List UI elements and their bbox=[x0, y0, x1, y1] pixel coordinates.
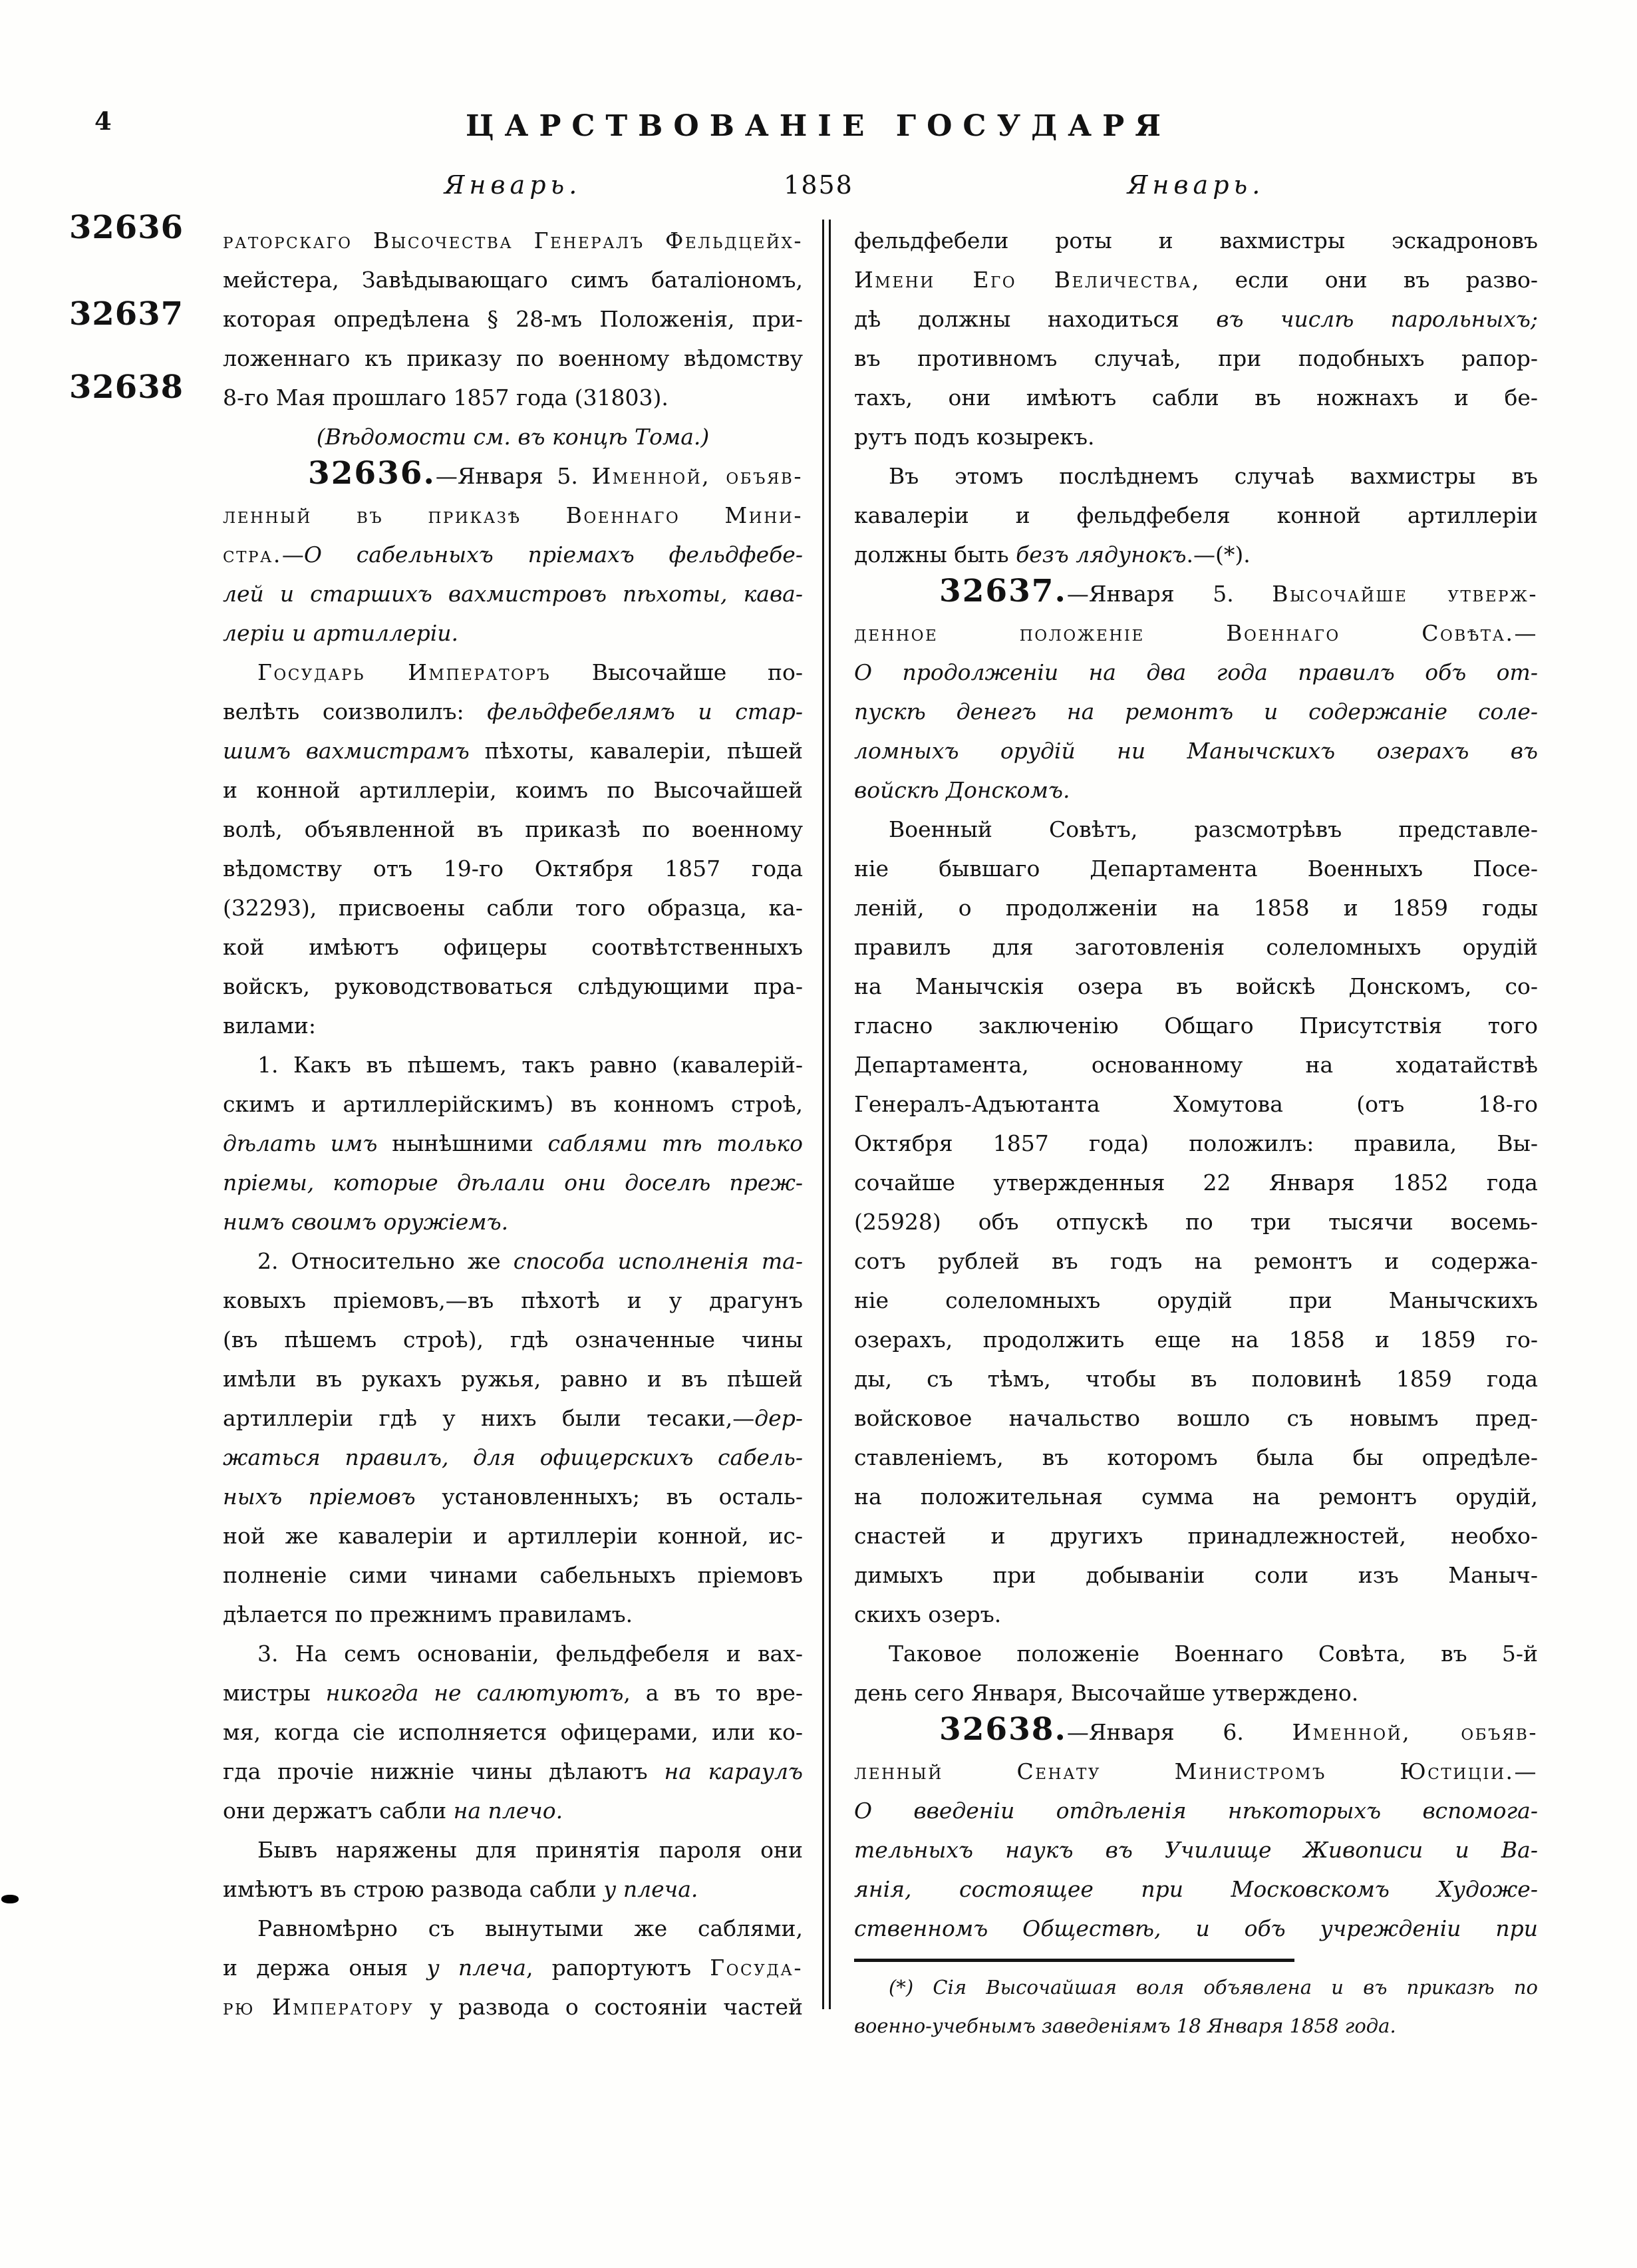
text-line bbox=[223, 1398, 803, 1438]
text-line bbox=[223, 1438, 803, 1477]
text-line bbox=[223, 574, 803, 613]
text-line bbox=[223, 1673, 803, 1712]
text-segment: установленныхъ; въ осталь- bbox=[442, 1484, 803, 1510]
text-line bbox=[854, 1084, 1538, 1124]
text-segment: 2. Относительно же bbox=[257, 1248, 514, 1274]
margin-act-number: 32636 bbox=[69, 209, 184, 246]
text-segment: ломныхъ орудій ни Манычскихъ озерахъ въ bbox=[854, 738, 1538, 764]
text-line bbox=[223, 1516, 803, 1555]
text-line bbox=[854, 1712, 1538, 1752]
text-line bbox=[854, 535, 1538, 574]
text-line bbox=[223, 653, 803, 692]
text-segment: артиллеріи гдѣ у нихъ были тесаки,— bbox=[223, 1405, 755, 1431]
text-segment: —Января 6. bbox=[1066, 1719, 1292, 1745]
text-segment: — bbox=[281, 542, 304, 567]
text-segment: (Вѣдомости см. въ концѣ Тома.) bbox=[316, 424, 710, 450]
text-segment: ленный Сенату Министромъ Юстиціи.— bbox=[854, 1758, 1538, 1784]
text-line bbox=[854, 1202, 1538, 1241]
text-segment: безъ лядунокъ bbox=[1016, 542, 1187, 567]
text-line bbox=[223, 299, 803, 339]
text-segment: Департамента, основанному на ходатайствѣ bbox=[854, 1052, 1538, 1078]
text-line bbox=[223, 1241, 803, 1281]
text-segment: денное положеніе Военнаго Совѣта.— bbox=[854, 620, 1538, 646]
text-segment: ды, съ тѣмъ, чтобы въ половинѣ 1859 года bbox=[854, 1366, 1538, 1392]
text-line bbox=[854, 1045, 1538, 1084]
text-line bbox=[854, 1791, 1538, 1830]
text-segment: стра. bbox=[223, 542, 282, 567]
text-line bbox=[854, 221, 1538, 260]
text-line bbox=[854, 1869, 1538, 1909]
text-segment: (въ пѣшемъ строѣ), гдѣ означенные чины bbox=[223, 1327, 803, 1353]
text-line bbox=[223, 260, 803, 299]
text-segment: рю Императору bbox=[223, 1994, 414, 2020]
right-text-column bbox=[854, 221, 1538, 1948]
text-line bbox=[854, 1163, 1538, 1202]
text-segment: , рапортуютъ bbox=[525, 1955, 710, 1981]
text-segment: Бывъ наряжены для принятія пароля они bbox=[257, 1837, 803, 1863]
text-line bbox=[854, 1320, 1538, 1359]
text-segment: ставленіемъ, въ которомъ была бы опредѣле- bbox=[854, 1444, 1538, 1470]
text-segment: Октября 1857 года) положилъ: правила, Вы- bbox=[854, 1130, 1538, 1156]
text-segment: сотъ рублей въ годъ на ремонтъ и содержа- bbox=[854, 1248, 1538, 1274]
text-segment: лей и старшихъ вахмистровъ пѣхоты, кава- bbox=[223, 581, 803, 607]
text-segment: скимъ и артиллерійскимъ) въ конномъ строѣ, bbox=[223, 1091, 803, 1117]
text-segment: войскъ, руководствоваться слѣдующими пра- bbox=[223, 973, 803, 999]
text-line bbox=[223, 692, 803, 731]
text-segment: полненіе сими чинами сабельныхъ пріемовъ bbox=[223, 1562, 803, 1588]
text-line bbox=[854, 1438, 1538, 1477]
text-line bbox=[854, 1555, 1538, 1595]
text-line bbox=[223, 1163, 803, 1202]
text-line bbox=[223, 1791, 803, 1830]
text-line bbox=[223, 1869, 803, 1909]
text-segment: ленный въ приказѣ Военнаго Мини- bbox=[223, 502, 803, 528]
text-segment: имѣютъ въ строю развода сабли bbox=[223, 1876, 604, 1902]
text-line bbox=[223, 1084, 803, 1124]
text-line bbox=[854, 927, 1538, 967]
text-segment: войсковое начальство вошло съ новымъ пред- bbox=[854, 1405, 1538, 1431]
text-segment: 1. Какъ въ пѣшемъ, такъ равно (кавалерій- bbox=[257, 1052, 803, 1078]
text-segment: Именной, объяв- bbox=[1292, 1719, 1538, 1745]
text-line bbox=[223, 1909, 803, 1948]
text-line bbox=[223, 1124, 803, 1163]
text-line bbox=[223, 1202, 803, 1241]
text-segment: Государь Императоръ bbox=[257, 659, 551, 685]
text-segment: Именной, объяв- bbox=[591, 463, 803, 489]
text-segment: дер- bbox=[754, 1405, 803, 1431]
text-segment: (25928) объ отпускѣ по три тысячи восемь- bbox=[854, 1209, 1538, 1235]
text-segment: фельдфебели роты и вахмистры эскадроновъ bbox=[854, 228, 1538, 253]
running-head-month-right: Январь. bbox=[1127, 170, 1265, 200]
running-head-title: ЦАРСТВОВАНІЕ ГОСУДАРЯ bbox=[465, 109, 1172, 143]
text-line bbox=[854, 1241, 1538, 1281]
text-segment: О сабельныхъ пріемахъ фельдфебе- bbox=[303, 542, 803, 567]
text-line bbox=[854, 849, 1538, 888]
text-line bbox=[223, 731, 803, 770]
text-line bbox=[854, 339, 1538, 378]
text-line bbox=[854, 1124, 1538, 1163]
text-segment: которая опредѣлена § 28-мъ Положенія, при- bbox=[223, 306, 803, 332]
text-line bbox=[854, 1516, 1538, 1555]
text-line bbox=[223, 378, 803, 417]
text-line bbox=[223, 1359, 803, 1398]
text-line bbox=[854, 653, 1538, 692]
text-line bbox=[854, 378, 1538, 417]
text-segment: на положительная сумма на ремонтъ орудій, bbox=[854, 1484, 1538, 1510]
text-line bbox=[854, 888, 1538, 927]
text-line bbox=[854, 770, 1538, 810]
text-line bbox=[223, 496, 803, 535]
text-segment: должны быть bbox=[854, 542, 1016, 567]
text-line bbox=[854, 1830, 1538, 1869]
text-line bbox=[223, 810, 803, 849]
text-line bbox=[854, 1359, 1538, 1398]
text-segment: пускѣ денегъ на ремонтъ и содержаніе соле- bbox=[854, 699, 1538, 725]
text-line bbox=[223, 1006, 803, 1045]
text-segment: саблями тѣ только bbox=[547, 1130, 803, 1156]
text-line bbox=[223, 1752, 803, 1791]
text-segment: на плечо. bbox=[453, 1798, 563, 1824]
text-segment: дѣлается по прежнимъ правиламъ. bbox=[223, 1601, 633, 1627]
text-segment: волѣ, объявленной въ приказѣ по военному bbox=[223, 816, 803, 842]
text-segment: .—(*). bbox=[1186, 542, 1251, 567]
text-segment: жаться правилъ, для офицерскихъ сабель- bbox=[223, 1444, 803, 1470]
text-segment: военно-учебнымъ заведеніямъ 18 Января 1858 года. bbox=[854, 2015, 1396, 2037]
text-segment: (32293), присвоены сабли того образца, ка- bbox=[223, 895, 803, 921]
text-segment: у плеча bbox=[426, 1955, 526, 1981]
text-segment: 32638. bbox=[939, 1711, 1067, 1748]
text-segment: ніе бывшаго Департамента Военныхъ Посе- bbox=[854, 856, 1538, 882]
text-line bbox=[854, 299, 1538, 339]
column-divider-rule bbox=[822, 220, 831, 2009]
text-line bbox=[223, 613, 803, 653]
running-head-year: 1858 bbox=[784, 170, 853, 200]
text-segment: 8-го Мая прошлаго 1857 года (31803). bbox=[223, 385, 669, 410]
text-line bbox=[854, 1281, 1538, 1320]
text-segment: ной же кавалеріи и артиллеріи конной, ис- bbox=[223, 1523, 803, 1549]
text-line bbox=[854, 1477, 1538, 1516]
text-line bbox=[223, 456, 803, 496]
text-segment: они держатъ сабли bbox=[223, 1798, 454, 1824]
page-number: 4 bbox=[94, 106, 112, 136]
margin-act-number: 32638 bbox=[69, 369, 184, 406]
text-line bbox=[223, 1555, 803, 1595]
text-line bbox=[854, 1006, 1538, 1045]
text-segment: янія, состоящее при Московскомъ Художе- bbox=[854, 1876, 1538, 1902]
text-segment: О продолженіи на два года правилъ объ от- bbox=[854, 659, 1538, 685]
text-line bbox=[854, 967, 1538, 1006]
text-segment: и держа оныя bbox=[223, 1955, 427, 1981]
text-segment: раторскаго Высочества Генералъ Фельдцейх- bbox=[223, 228, 803, 253]
text-segment: леній, о продолженіи на 1858 и 1859 годы bbox=[854, 895, 1538, 921]
text-line bbox=[223, 967, 803, 1006]
text-segment: дѣ должны находиться bbox=[854, 306, 1217, 332]
text-line bbox=[223, 770, 803, 810]
text-line bbox=[223, 417, 803, 456]
text-segment: 32636. bbox=[308, 455, 436, 492]
text-segment: снастей и другихъ принадлежностей, необхо- bbox=[854, 1523, 1538, 1549]
margin-act-number: 32637 bbox=[69, 295, 184, 333]
text-segment: —Января 5. bbox=[1066, 581, 1272, 607]
text-line bbox=[223, 927, 803, 967]
text-segment: въ числѣ парольныхъ; bbox=[1216, 306, 1538, 332]
text-segment: тельныхъ наукъ въ Училище Живописи и Ва- bbox=[854, 1837, 1538, 1863]
text-line bbox=[223, 1712, 803, 1752]
text-segment: Генералъ-Адъютанта Хомутова (отъ 18-го bbox=[854, 1091, 1538, 1117]
text-line bbox=[223, 849, 803, 888]
text-line bbox=[223, 221, 803, 260]
text-segment: ныхъ пріемовъ bbox=[223, 1484, 442, 1510]
text-segment: тахъ, они имѣютъ сабли въ ножнахъ и бе- bbox=[854, 385, 1538, 410]
text-segment: мя, когда сіе исполняется офицерами, или ко- bbox=[223, 1719, 803, 1745]
text-segment: и конной артиллеріи, коимъ по Высочайшей bbox=[223, 777, 803, 803]
text-segment: вѣдомству отъ 19-го Октября 1857 года bbox=[223, 856, 803, 882]
running-head-month-left: Январь. bbox=[444, 170, 582, 200]
footnote bbox=[854, 1968, 1538, 2045]
text-segment: кавалеріи и фельдфебеля конной артиллеріи bbox=[854, 502, 1538, 528]
text-line bbox=[854, 2007, 1538, 2045]
text-segment: фельдфебелямъ и стар- bbox=[487, 699, 803, 725]
text-line bbox=[854, 692, 1538, 731]
text-line bbox=[854, 613, 1538, 653]
text-segment: день сего Января, Высочайше утверждено. bbox=[854, 1680, 1359, 1706]
text-segment: озерахъ, продолжить еще на 1858 и 1859 го- bbox=[854, 1327, 1538, 1353]
text-line bbox=[854, 1909, 1538, 1948]
left-text-column bbox=[223, 221, 803, 2026]
text-segment: , если они въ разво- bbox=[1191, 267, 1538, 293]
text-segment: Высочайше утверж- bbox=[1272, 581, 1539, 607]
text-segment: нынѣшними bbox=[392, 1130, 548, 1156]
text-line bbox=[223, 1830, 803, 1869]
text-line bbox=[223, 888, 803, 927]
text-line bbox=[854, 456, 1538, 496]
text-segment: ственномъ Обществѣ, и объ учрежденіи при bbox=[854, 1915, 1538, 1941]
text-line bbox=[223, 1595, 803, 1634]
text-line bbox=[223, 1948, 803, 1987]
text-line bbox=[854, 496, 1538, 535]
text-line bbox=[223, 1281, 803, 1320]
text-segment: 32637. bbox=[939, 573, 1067, 609]
text-segment: Таковое положеніе Военнаго Совѣта, въ 5-й bbox=[889, 1641, 1538, 1667]
text-segment: О введеніи отдѣленія нѣкоторыхъ вспомога- bbox=[854, 1798, 1538, 1824]
text-segment: пріемы, которые дѣлали они доселѣ преж- bbox=[223, 1170, 803, 1196]
text-segment: Военный Совѣтъ, разсмотрѣвъ представле- bbox=[889, 816, 1538, 842]
text-segment: Въ этомъ послѣднемъ случаѣ вахмистры въ bbox=[889, 463, 1538, 489]
text-segment: (*) Сія Высочайшая воля объявлена и въ приказѣ по bbox=[889, 1976, 1538, 1999]
text-segment: у развода о состояніи частей bbox=[414, 1994, 803, 2020]
text-segment: —Января 5. bbox=[435, 463, 592, 489]
text-segment: войскѣ Донскомъ. bbox=[854, 777, 1070, 803]
text-segment: Имени Его Величества bbox=[854, 267, 1192, 293]
text-segment: димыхъ при добываніи соли изъ Маныч- bbox=[854, 1562, 1538, 1588]
text-segment: правилъ для заготовленія солеломныхъ орудій bbox=[854, 934, 1538, 960]
text-segment: вилами: bbox=[223, 1013, 316, 1039]
text-line bbox=[854, 1398, 1538, 1438]
text-segment: Высочайше по- bbox=[551, 659, 803, 685]
text-line bbox=[854, 810, 1538, 849]
text-line bbox=[854, 417, 1538, 456]
text-segment: 3. На семъ основаніи, фельдфебеля и вах- bbox=[257, 1641, 803, 1667]
text-segment: нимъ своимъ оружіемъ. bbox=[223, 1209, 509, 1235]
text-line bbox=[223, 535, 803, 574]
text-segment: сочайше утвержденныя 22 Января 1852 года bbox=[854, 1170, 1538, 1196]
text-segment: пѣхоты, кавалеріи, пѣшей bbox=[484, 738, 803, 764]
text-line bbox=[854, 1968, 1538, 2007]
text-line bbox=[854, 1595, 1538, 1634]
ink-speck bbox=[1, 1895, 19, 1903]
text-line bbox=[223, 1320, 803, 1359]
text-segment: ложеннаго къ приказу по военному вѣдомству bbox=[223, 345, 803, 371]
text-segment: велѣть соизволилъ: bbox=[223, 699, 488, 725]
text-segment: леріи и артиллеріи. bbox=[223, 620, 459, 646]
footnote-separator-rule bbox=[854, 1959, 1294, 1962]
text-segment: гласно заключенію Общаго Присутствія того bbox=[854, 1013, 1538, 1039]
text-segment: Равномѣрно съ вынутыми же саблями, bbox=[257, 1915, 803, 1941]
text-line bbox=[223, 339, 803, 378]
text-segment: ніе солеломныхъ орудій при Манычскихъ bbox=[854, 1287, 1538, 1313]
text-segment: на караулъ bbox=[664, 1758, 803, 1784]
text-segment: никогда не салютуютъ bbox=[325, 1680, 624, 1706]
text-line bbox=[854, 731, 1538, 770]
text-line bbox=[854, 574, 1538, 613]
text-line bbox=[223, 1045, 803, 1084]
text-segment: , а въ то вре- bbox=[623, 1680, 803, 1706]
text-segment: у плеча. bbox=[603, 1876, 698, 1902]
text-segment: Госуда- bbox=[710, 1955, 803, 1981]
text-segment: кой имѣютъ офицеры соотвѣтственныхъ bbox=[223, 934, 803, 960]
text-line bbox=[854, 1752, 1538, 1791]
text-line bbox=[223, 1477, 803, 1516]
text-segment: шимъ вахмистрамъ bbox=[223, 738, 485, 764]
text-segment: дѣлать имъ bbox=[223, 1130, 392, 1156]
text-segment: гда прочіе нижніе чины дѣлаютъ bbox=[223, 1758, 665, 1784]
text-segment: мистры bbox=[223, 1680, 326, 1706]
text-segment: въ противномъ случаѣ, при подобныхъ рапор- bbox=[854, 345, 1538, 371]
text-segment: мейстера, Завѣдывающаго симъ баталіономъ, bbox=[223, 267, 803, 293]
text-segment: рутъ подъ козырекъ. bbox=[854, 424, 1095, 450]
text-line bbox=[223, 1634, 803, 1673]
text-segment: скихъ озеръ. bbox=[854, 1601, 1002, 1627]
text-segment: ковыхъ пріемовъ,—въ пѣхотѣ и у драгунъ bbox=[223, 1287, 803, 1313]
text-line bbox=[854, 1634, 1538, 1673]
text-line bbox=[854, 260, 1538, 299]
text-segment: на Манычскія озера въ войскѣ Донскомъ, со- bbox=[854, 973, 1538, 999]
text-line bbox=[223, 1987, 803, 2026]
text-line bbox=[854, 1673, 1538, 1712]
text-segment: способа исполненія та- bbox=[513, 1248, 804, 1274]
text-segment: имѣли въ рукахъ ружья, равно и въ пѣшей bbox=[223, 1366, 803, 1392]
